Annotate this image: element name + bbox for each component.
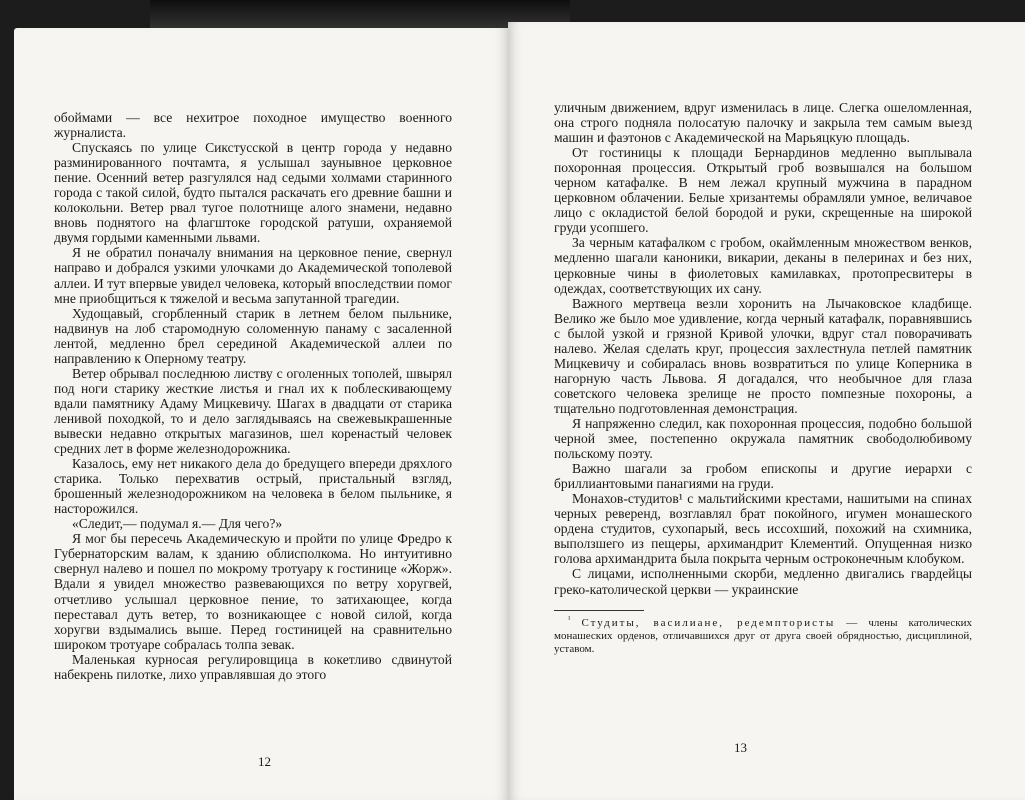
paragraph: От гостиницы к площади Бернардинов медленно выплывала похоронная процессия. Открытый гроб возвышался на большом черном катафалке. В нем лежал крупный мужчина в парадном церковном облачении. Белые хризантемы обрамляли умное, величавое лицо с окладистой белой бородой и руки, скрещенные на широкой груди усопшего. [554,145,972,236]
paragraph: Спускаясь по улице Сикстусской в центр города у недавно разминированного почтамта, я услышал заунывное церковное пение. Осенний ветер разгулялся над седыми холмами старинного города с такой силой, будто пытался раскачать его древние башни и колокольни. Ветер рвал тугое полотнище алого знамени, недавно вновь поднятого на флагштоке городской ратуши, охраняемой двумя гордыми каменными львами. [54,140,452,246]
paragraph: С лицами, исполненными скорби, медленно двигались гвардейцы греко-католической церкви — украинские [554,566,972,597]
right-page-text [554,100,972,656]
paragraph: «Следит,— подумал я.— Для чего?» [72,516,283,532]
footnote-divider [554,610,644,611]
paragraph: Казалось, ему нет никакого дела до бредущего впереди дряхлого старика. Только перехватив острый, пристальный взгляд, брошенный железнодорожником на человека в белом пыльнике, я насторожился. [54,456,452,517]
paragraph: Маленькая курносая регулировщица в кокетливо сдвинутой набекрень пилотке, лихо управлявшая до этого [54,651,452,682]
paragraph: Важно шагали за гробом епископы и другие иерархи с бриллиантовыми панагиями на груди. [554,461,972,492]
footnote-marker: ¹ [568,613,571,623]
paragraph: Важного мертвеца везли хоронить на Лычаковское кладбище. Велико же было мое удивление, когда черный катафалк, поравнявшись с былой узкой и грязной Кривой улочки, вдруг стал поворачивать налево. Желая сделать круг, процессия захлестнула петлей памятник Мицкевичу и собиралась вновь возвратиться по улице Коперника в нагорную часть Львова. Я догадался, что необычное для глаза советского человека зрелище не просто помпезные похороны, а тщательно подготовленная демонстрация. [554,295,972,416]
footnote [554,613,973,656]
page-number: 12 [258,754,271,769]
paragraph: обоймами — все нехитрое походное имущество военного журналиста. [54,110,452,141]
paragraph: Монахов-студитов¹ с мальтийскими крестами, нашитыми на спинах черных реверенд, возглавлял брат покойного, игумен монашеского ордена студитов, сухопарый, весь иссохший, похожий на схимника, выползшего из пещеры, архимандрит Клементий. Опущенная низко голова архимандрита была покрыта черным остроконечным клобуком. [554,491,972,567]
left-page [14,28,508,800]
footnote-term: Студиты, василиане, редемптористы [581,616,836,629]
footnote-text: — члены католических монашеских орденов, отличавшихся друг от друга своей обрядностью, дисциплиной, уставом. [554,616,973,655]
paragraph: Я мог бы пересечь Академическую и пройти по улице Фредро к Губернаторским валам, к зданию облисполкома. Но интуитивно свернул налево и пошел по мокрому тротуару к гостинице «Жорж». Вдали я увидел множество развевающихся по ветру хоругвей, отчетливо услышал церковное пение, то затихающее, когда переставал дуть ветер, то возникающее с новой силой, когда хоругви вздымались выше. Перед гостиницей на сравнительно широком тротуаре собралась толпа зевак. [54,531,452,652]
paragraph: За черным катафалком с гробом, окаймленным множеством венков, медленно шагали каноники, викарии, деканы в пелеринах и без них, церковные чины в фиолетовых камилавках, протопресвитеры в одеждах, соответствующих их сану. [554,235,972,296]
paragraph: уличным движением, вдруг изменилась в лице. Слегка ошеломленная, она строго подняла полосатую палочку и закрыла тем самым выезд машин и фаэтонов с Академической на Марьяцкую площадь. [554,100,972,146]
paragraph: Худощавый, сгорбленный старик в летнем белом пыльнике, надвинув на лоб старомодную соломенную панаму с засаленной лентой, медленно брел серединой Академической аллеи по направлению к Оперному театру. [54,305,452,366]
page-number: 13 [734,740,747,755]
left-page-text [54,110,452,682]
paragraph: Я напряженно следил, как похоронная процессия, подобно большой черной змее, постепенно окружала памятник свободолюбивому польскому поэту. [554,415,972,462]
paragraph: Ветер обрывал последнюю листву с оголенных тополей, швырял под ноги старику жесткие листья и гнал их к поблескивающему вдали памятнику Адаму Мицкевичу. Шагах в двадцати от старика ленивой походкой, то и дело заглядываясь на свежевыкрашенные вывески недавно открытых магазинов, шел коренастый человек средних лет в форме железнодорожника. [54,365,452,457]
paragraph: Я не обратил поначалу внимания на церковное пение, свернул направо и добрался узкими улочками до Академической тополевой аллеи. И тут впервые увидел человека, который впоследствии помог мне приобщиться к тяжелой и весьма запутанной трагедии. [54,245,452,306]
right-page [508,22,1025,800]
